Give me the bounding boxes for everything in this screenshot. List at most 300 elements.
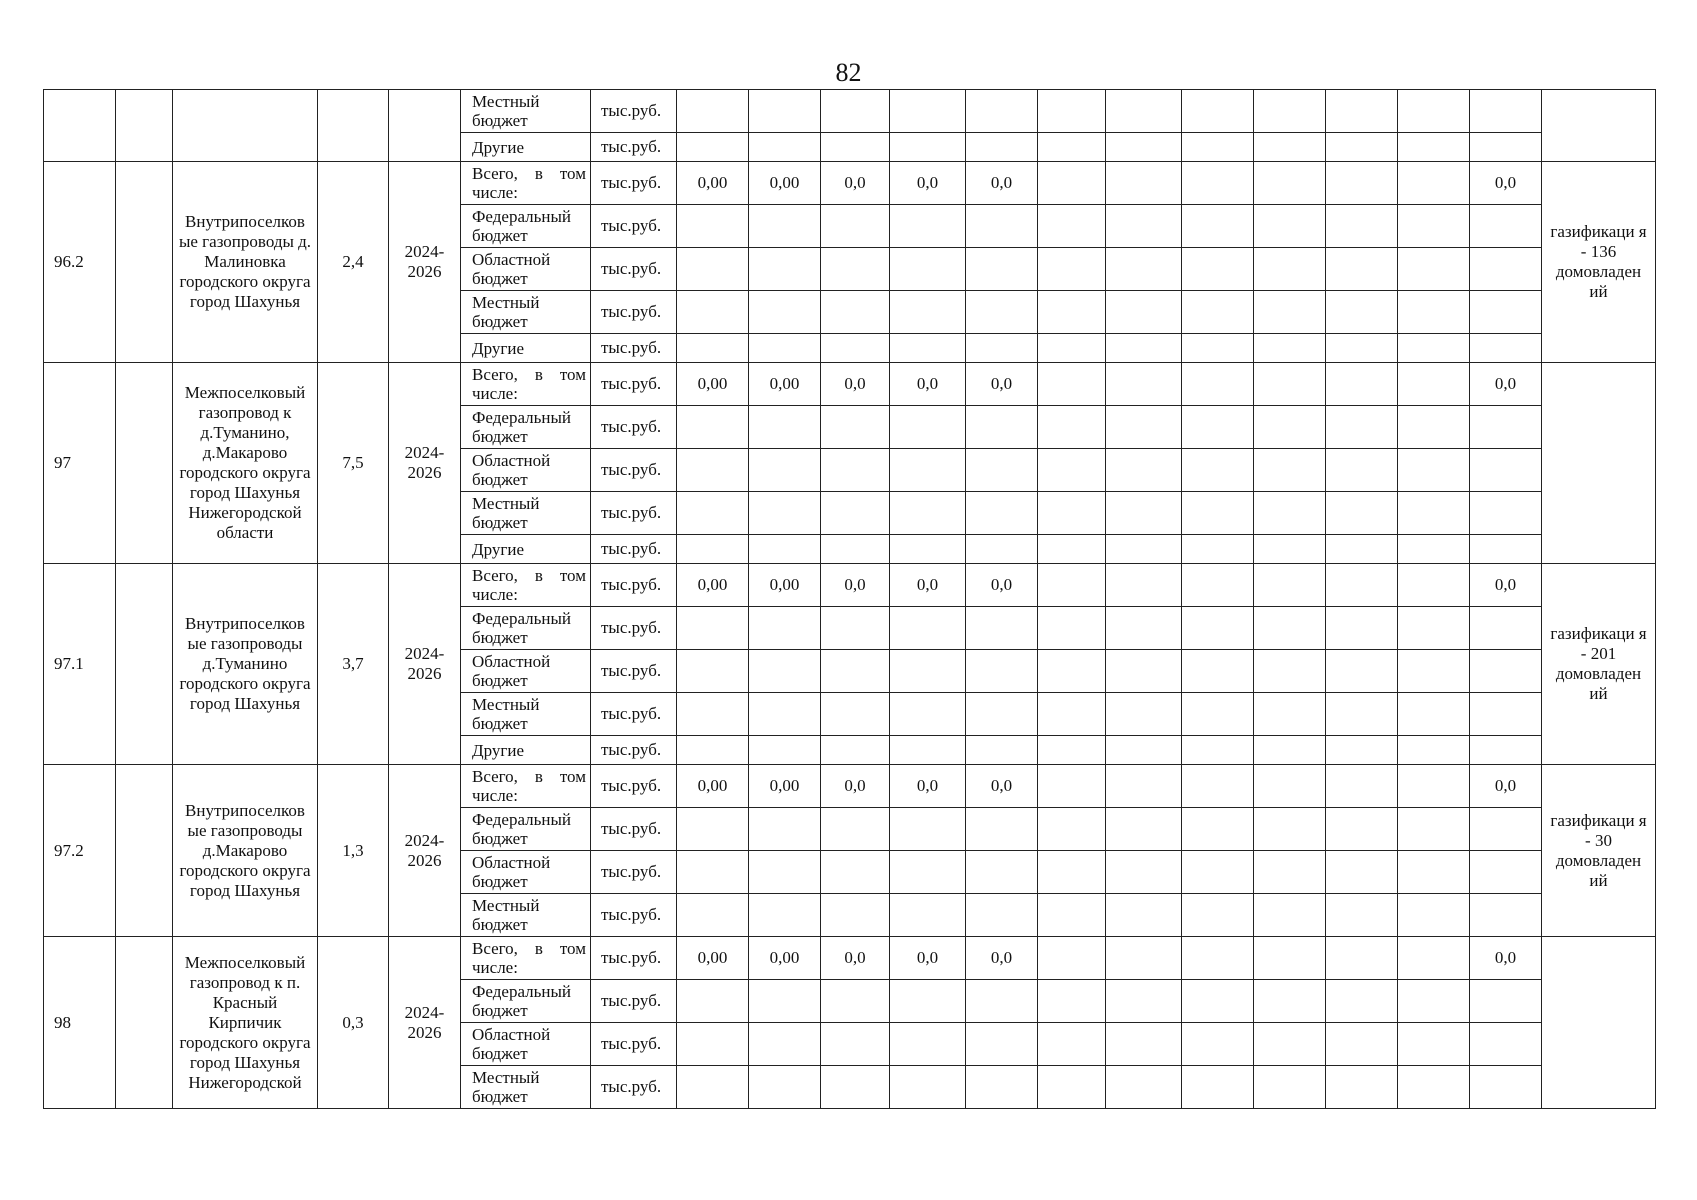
value-cell [966, 406, 1038, 449]
value-cell [1326, 162, 1398, 205]
unit-cell: тыс.руб. [591, 90, 677, 133]
unit-cell: тыс.руб. [591, 894, 677, 937]
value-cell [1326, 449, 1398, 492]
funding-source-cell: Другие [461, 334, 591, 363]
unit-cell: тыс.руб. [591, 765, 677, 808]
value-cell [821, 607, 890, 650]
value-cell [1398, 693, 1470, 736]
value-cell [1254, 363, 1326, 406]
value-cell [749, 980, 821, 1023]
value-cell [1182, 650, 1254, 693]
value-cell: 0,0 [1470, 937, 1542, 980]
length-km-cell: 0,3 [318, 937, 389, 1109]
subnum-cell [116, 937, 173, 1109]
unit-cell: тыс.руб. [591, 363, 677, 406]
value-cell: 0,0 [821, 564, 890, 607]
value-cell [1254, 1023, 1326, 1066]
value-cell [1106, 650, 1182, 693]
value-cell [677, 1066, 749, 1109]
label-word: в [534, 566, 543, 585]
result-cell [1542, 363, 1656, 564]
funding-source-cell: Областной бюджет [461, 650, 591, 693]
unit-cell: тыс.руб. [591, 535, 677, 564]
value-cell: 0,0 [890, 937, 966, 980]
value-cell [1038, 564, 1106, 607]
value-cell [821, 406, 890, 449]
value-cell [1398, 894, 1470, 937]
value-cell [1106, 736, 1182, 765]
value-cell [1470, 736, 1542, 765]
value-cell [890, 535, 966, 564]
value-cell [1326, 894, 1398, 937]
value-cell [1326, 980, 1398, 1023]
value-cell [749, 205, 821, 248]
funding-source-cell [461, 363, 591, 406]
value-cell [966, 736, 1038, 765]
unit-cell: тыс.руб. [591, 205, 677, 248]
value-cell [821, 449, 890, 492]
value-cell: 0,0 [966, 564, 1038, 607]
value-cell [677, 894, 749, 937]
value-cell [966, 693, 1038, 736]
value-cell [1106, 133, 1182, 162]
funding-source-cell: Местный бюджет [461, 693, 591, 736]
unit-cell: тыс.руб. [591, 607, 677, 650]
value-cell [1326, 564, 1398, 607]
value-cell [890, 291, 966, 334]
value-cell: 0,0 [821, 765, 890, 808]
value-cell [677, 449, 749, 492]
value-cell [1398, 564, 1470, 607]
label-word: числе: [472, 183, 518, 202]
value-cell [1398, 90, 1470, 133]
value-cell [821, 492, 890, 535]
value-cell [821, 1066, 890, 1109]
value-cell [677, 535, 749, 564]
value-cell [1106, 808, 1182, 851]
page-number: 82 [835, 58, 862, 87]
value-cell [821, 693, 890, 736]
value-cell [1038, 980, 1106, 1023]
value-cell [677, 492, 749, 535]
value-cell [966, 291, 1038, 334]
value-cell [1470, 449, 1542, 492]
value-cell [677, 334, 749, 363]
value-cell [1398, 334, 1470, 363]
value-cell [1254, 650, 1326, 693]
value-cell [677, 291, 749, 334]
value-cell [1326, 492, 1398, 535]
value-cell [1398, 937, 1470, 980]
label-word: том [559, 767, 586, 786]
value-cell [966, 449, 1038, 492]
value-cell [966, 1023, 1038, 1066]
value-cell: 0,0 [966, 765, 1038, 808]
value-cell [1398, 650, 1470, 693]
value-cell [1254, 851, 1326, 894]
value-cell [1182, 937, 1254, 980]
value-cell [749, 851, 821, 894]
value-cell [677, 607, 749, 650]
value-cell [890, 607, 966, 650]
value-cell: 0,00 [749, 363, 821, 406]
value-cell [1254, 808, 1326, 851]
value-cell [1398, 1066, 1470, 1109]
label-word: том [559, 566, 586, 585]
value-cell [966, 851, 1038, 894]
label-word: числе: [472, 958, 518, 977]
funding-source-cell: Федеральный бюджет [461, 607, 591, 650]
length-km-cell: 1,3 [318, 765, 389, 937]
unit-cell: тыс.руб. [591, 650, 677, 693]
unit-cell: тыс.руб. [591, 736, 677, 765]
value-cell [890, 693, 966, 736]
value-cell [677, 736, 749, 765]
funding-source-cell: Областной бюджет [461, 851, 591, 894]
unit-cell: тыс.руб. [591, 1066, 677, 1109]
label-word: в [534, 365, 543, 384]
value-cell [966, 808, 1038, 851]
value-cell: 0,0 [821, 363, 890, 406]
value-cell [1326, 607, 1398, 650]
value-cell [890, 1023, 966, 1066]
unit-cell: тыс.руб. [591, 693, 677, 736]
value-cell [749, 449, 821, 492]
table-row [44, 90, 1656, 133]
subnum-cell [116, 162, 173, 363]
value-cell [821, 291, 890, 334]
table-row [44, 162, 1656, 205]
unit-cell: тыс.руб. [591, 564, 677, 607]
value-cell [1254, 449, 1326, 492]
value-cell [890, 851, 966, 894]
label-word: том [559, 164, 586, 183]
value-cell [821, 894, 890, 937]
value-cell [821, 736, 890, 765]
funding-source-label [472, 767, 586, 786]
value-cell [1254, 693, 1326, 736]
value-cell [821, 248, 890, 291]
funding-source-cell: Другие [461, 535, 591, 564]
value-cell [1470, 291, 1542, 334]
value-cell [677, 205, 749, 248]
label-word: Всего, [472, 566, 518, 585]
period-cell: 2024-2026 [389, 937, 461, 1109]
funding-source-cell: Федеральный бюджет [461, 406, 591, 449]
value-cell: 0,00 [677, 162, 749, 205]
row-number-cell: 97.2 [44, 765, 116, 937]
value-cell [1254, 334, 1326, 363]
value-cell [1038, 650, 1106, 693]
period-cell [389, 90, 461, 162]
value-cell [966, 650, 1038, 693]
value-cell [1182, 492, 1254, 535]
table-row [44, 937, 1656, 980]
value-cell [1038, 205, 1106, 248]
value-cell [1038, 1023, 1106, 1066]
value-cell [890, 1066, 966, 1109]
value-cell [1038, 492, 1106, 535]
value-cell [749, 492, 821, 535]
funding-source-cell: Федеральный бюджет [461, 205, 591, 248]
length-km-cell: 3,7 [318, 564, 389, 765]
value-cell [1038, 291, 1106, 334]
value-cell [1106, 607, 1182, 650]
value-cell [677, 808, 749, 851]
unit-cell: тыс.руб. [591, 406, 677, 449]
value-cell [1470, 205, 1542, 248]
subnum-cell [116, 90, 173, 162]
funding-source-label [472, 365, 586, 384]
value-cell [1106, 894, 1182, 937]
label-word: в [534, 164, 543, 183]
value-cell: 0,0 [966, 162, 1038, 205]
value-cell [1326, 334, 1398, 363]
funding-source-label [472, 939, 586, 977]
object-name-cell: Внутрипоселков ые газопроводы д. Малиновка городского округа город Шахунья [173, 162, 318, 363]
value-cell [1182, 894, 1254, 937]
value-cell [1182, 535, 1254, 564]
value-cell [749, 535, 821, 564]
value-cell: 0,00 [677, 937, 749, 980]
value-cell [1106, 1023, 1182, 1066]
label-word: Всего, [472, 365, 518, 384]
value-cell [1038, 133, 1106, 162]
value-cell: 0,0 [1470, 363, 1542, 406]
value-cell [1182, 736, 1254, 765]
value-cell [1182, 291, 1254, 334]
period-cell: 2024-2026 [389, 363, 461, 564]
value-cell [1106, 291, 1182, 334]
value-cell [1326, 851, 1398, 894]
value-cell [890, 808, 966, 851]
value-cell [1106, 90, 1182, 133]
funding-source-cell: Местный бюджет [461, 894, 591, 937]
value-cell [821, 133, 890, 162]
unit-cell: тыс.руб. [591, 808, 677, 851]
funding-source-cell: Областной бюджет [461, 248, 591, 291]
value-cell [1182, 808, 1254, 851]
value-cell [1398, 406, 1470, 449]
value-cell [1038, 894, 1106, 937]
unit-cell: тыс.руб. [591, 980, 677, 1023]
funding-source-cell: Местный бюджет [461, 1066, 591, 1109]
subnum-cell [116, 363, 173, 564]
value-cell [749, 693, 821, 736]
value-cell: 0,00 [749, 765, 821, 808]
value-cell [1182, 334, 1254, 363]
funding-source-label [472, 164, 586, 202]
subnum-cell [116, 564, 173, 765]
value-cell [890, 650, 966, 693]
value-cell: 0,0 [890, 564, 966, 607]
value-cell [1182, 90, 1254, 133]
result-cell: газификаци я - 201 домовладен ий [1542, 564, 1656, 765]
value-cell [677, 248, 749, 291]
value-cell [1398, 736, 1470, 765]
value-cell [1106, 765, 1182, 808]
value-cell [1182, 693, 1254, 736]
value-cell [1398, 162, 1470, 205]
value-cell [1470, 1066, 1542, 1109]
value-cell: 0,00 [749, 564, 821, 607]
funding-source-cell: Федеральный бюджет [461, 980, 591, 1023]
value-cell [749, 248, 821, 291]
value-cell [821, 205, 890, 248]
subnum-cell [116, 765, 173, 937]
value-cell [966, 133, 1038, 162]
length-cell [318, 90, 389, 162]
value-cell [821, 851, 890, 894]
value-cell [1254, 248, 1326, 291]
value-cell [1038, 90, 1106, 133]
value-cell [966, 248, 1038, 291]
value-cell [1326, 937, 1398, 980]
value-cell [1038, 851, 1106, 894]
value-cell [821, 808, 890, 851]
value-cell [1182, 980, 1254, 1023]
value-cell [1470, 492, 1542, 535]
unit-cell: тыс.руб. [591, 937, 677, 980]
value-cell [749, 894, 821, 937]
value-cell [1326, 406, 1398, 449]
value-cell [1398, 851, 1470, 894]
num-cell [44, 90, 116, 162]
value-cell [1470, 851, 1542, 894]
value-cell [890, 133, 966, 162]
value-cell [1182, 1023, 1254, 1066]
funding-source-cell [461, 162, 591, 205]
value-cell [1254, 205, 1326, 248]
value-cell [1398, 248, 1470, 291]
value-cell [1470, 607, 1542, 650]
value-cell [677, 90, 749, 133]
value-cell [1182, 162, 1254, 205]
value-cell [1254, 765, 1326, 808]
value-cell [966, 980, 1038, 1023]
value-cell [1470, 90, 1542, 133]
value-cell [1182, 248, 1254, 291]
value-cell [1398, 765, 1470, 808]
value-cell [677, 693, 749, 736]
row-number-cell: 97 [44, 363, 116, 564]
value-cell [1326, 808, 1398, 851]
funding-source-label [472, 566, 586, 604]
value-cell [1470, 248, 1542, 291]
funding-source-label [472, 365, 586, 403]
value-cell [1326, 1023, 1398, 1066]
value-cell: 0,00 [677, 564, 749, 607]
value-cell [1254, 90, 1326, 133]
value-cell [1182, 406, 1254, 449]
period-cell: 2024-2026 [389, 564, 461, 765]
funding-source-cell: Местный бюджет [461, 90, 591, 133]
object-name-cell: Межпоселковый газопровод к п. Красный Кирпичик городского округа город Шахунья Нижегородской [173, 937, 318, 1109]
value-cell [1106, 980, 1182, 1023]
value-cell [1470, 133, 1542, 162]
value-cell: 0,0 [890, 765, 966, 808]
value-cell [1398, 535, 1470, 564]
value-cell [1398, 607, 1470, 650]
result-cell: газификаци я - 30 домовладен ий [1542, 765, 1656, 937]
label-word: числе: [472, 786, 518, 805]
period-cell: 2024-2026 [389, 765, 461, 937]
unit-cell: тыс.руб. [591, 492, 677, 535]
value-cell: 0,0 [821, 937, 890, 980]
result-cell [1542, 90, 1656, 162]
name-cell [173, 90, 318, 162]
value-cell [1182, 851, 1254, 894]
value-cell [890, 449, 966, 492]
value-cell [1398, 1023, 1470, 1066]
value-cell [1326, 736, 1398, 765]
value-cell [1182, 765, 1254, 808]
budget-table [43, 89, 1656, 1109]
unit-cell: тыс.руб. [591, 248, 677, 291]
value-cell [1254, 894, 1326, 937]
value-cell [966, 334, 1038, 363]
value-cell: 0,0 [966, 937, 1038, 980]
value-cell [821, 980, 890, 1023]
label-word: в [534, 939, 543, 958]
value-cell [1398, 808, 1470, 851]
value-cell [1254, 535, 1326, 564]
value-cell [1326, 291, 1398, 334]
value-cell [890, 980, 966, 1023]
value-cell [1326, 90, 1398, 133]
value-cell [966, 1066, 1038, 1109]
value-cell [1182, 1066, 1254, 1109]
value-cell [1326, 693, 1398, 736]
value-cell [749, 650, 821, 693]
funding-source-cell [461, 765, 591, 808]
value-cell [1038, 248, 1106, 291]
value-cell [1470, 650, 1542, 693]
value-cell [1470, 980, 1542, 1023]
value-cell [1038, 808, 1106, 851]
value-cell [1254, 564, 1326, 607]
label-word: числе: [472, 384, 518, 403]
value-cell [1106, 449, 1182, 492]
value-cell [749, 1023, 821, 1066]
row-number-cell: 96.2 [44, 162, 116, 363]
funding-source-cell: Местный бюджет [461, 492, 591, 535]
value-cell: 0,00 [749, 162, 821, 205]
funding-source-label [472, 767, 586, 805]
value-cell [1398, 205, 1470, 248]
table-row [44, 564, 1656, 607]
value-cell [1106, 248, 1182, 291]
value-cell [677, 851, 749, 894]
value-cell [966, 205, 1038, 248]
value-cell [890, 205, 966, 248]
value-cell [821, 535, 890, 564]
length-km-cell: 7,5 [318, 363, 389, 564]
value-cell [821, 650, 890, 693]
value-cell [749, 736, 821, 765]
value-cell [966, 894, 1038, 937]
unit-cell: тыс.руб. [591, 133, 677, 162]
value-cell [1398, 492, 1470, 535]
value-cell [749, 1066, 821, 1109]
value-cell [1038, 535, 1106, 564]
unit-cell: тыс.руб. [591, 334, 677, 363]
object-name-cell: Внутрипоселков ые газопроводы д.Макарово городского округа город Шахунья [173, 765, 318, 937]
unit-cell: тыс.руб. [591, 291, 677, 334]
value-cell [1254, 133, 1326, 162]
value-cell [749, 133, 821, 162]
length-km-cell: 2,4 [318, 162, 389, 363]
